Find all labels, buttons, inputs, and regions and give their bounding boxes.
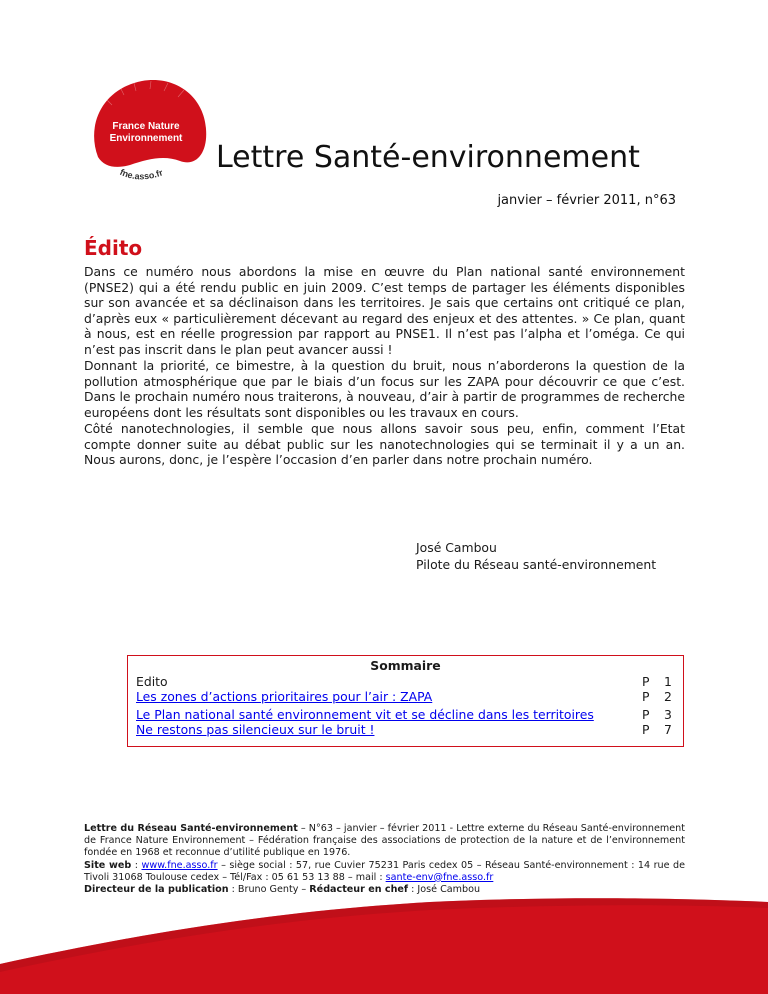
footer-lettre-text: – N°63 – janvier – février 2011 - Lettre externe du Réseau Santé-environnement de France Nature Environnement – Fédération française des associations de protection de la nature et de l’environnement fondée en 1968 et reconnue d’utilité publique en 1976.: [84, 823, 685, 859]
edito-paragraph: Donnant la priorité, ce bimestre, à la question du bruit, nous n’aborderons la question de la pollution atmosphérique que par le biais d’un focus sur les ZAPA pour découvrir ce que c’est. Dans le prochain numéro nous traiterons, à nouveau, d’air à partir de programmes de recherche européens dont les résultats sont disponibles ou les travaux en cours.: [84, 358, 685, 420]
footer-editor-label: Rédacteur en chef: [309, 884, 409, 896]
edito-heading: Édito: [84, 236, 143, 260]
logo-url: fne.asso.fr: [118, 166, 165, 182]
footer-site-text: – siège social : 57, rue Cuvier 75231 Paris cedex 05 – Réseau Santé-environnement : 14 rue de Tivoli 31068 Toulouse cedex – Tél/Fax : 05 61 53 13 88 – mail :: [84, 859, 685, 883]
svg-text:fne.asso.fr: [118, 167, 164, 182]
summary-title: Sommaire: [370, 658, 441, 673]
summary-box: [127, 655, 684, 747]
summary-row[interactable]: [136, 707, 675, 722]
decorative-bottom-band: [0, 868, 768, 994]
footer-director-label: Directeur de la publication: [84, 884, 229, 896]
edito-paragraph: Côté nanotechnologies, il semble que nous allons savoir sous peu, enfin, comment l’Etat compte donner suite au débat public sur les nanotechnologies qui se terminait il y a un an. Nous aurons, donc, je l’espère l’occasion d’en parler dans notre prochain numéro.: [84, 421, 685, 468]
footer-mail-link[interactable]: sante-env@fne.asso.fr: [385, 871, 494, 883]
signature: [416, 539, 656, 573]
footer-site-label: Site web: [84, 859, 132, 871]
fne-logo: [84, 75, 208, 199]
summary-page-prefix: P: [642, 722, 650, 737]
summary-link-pnse[interactable]: Le Plan national santé environnement vit et se décline dans les territoires: [136, 707, 594, 722]
summary-page-number: 1: [664, 674, 672, 689]
summary-page-prefix: P: [642, 707, 650, 722]
logo-line2: Environnement: [109, 133, 183, 144]
footer-lettre-label: Lettre du Réseau Santé-environnement: [84, 823, 298, 834]
summary-link-zapa[interactable]: Les zones d’actions prioritaires pour l’air : ZAPA: [136, 689, 433, 704]
edito-paragraph: Dans ce numéro nous abordons la mise en œuvre du Plan national santé environnement (PNSE2) qui a été rendu public en juin 2009. C’est temps de partager les éléments disponibles sur son avancée et sa déclinaison dans les territoires. Je sais que certains ont critiqué ce plan, d’après eux « particulièrement décevant au regard des enjeux et des attentes. » Ce plan, quant à nous, est en réelle progression par rapport au PNSE1. Il n’est pas l’alpha et l’oméga. Ce qui n’est pas inscrit dans le plan peut avancer aussi !: [84, 264, 685, 357]
footer-director-text: : Bruno Genty –: [228, 884, 310, 896]
footer-editor-text: : José Cambou: [408, 884, 481, 896]
page-title: Lettre Santé-environnement: [216, 140, 640, 175]
summary-page-number: 7: [664, 722, 672, 737]
summary-row[interactable]: [136, 722, 675, 737]
logo-line1: France Nature: [112, 121, 180, 132]
summary-page-number: 2: [664, 689, 672, 704]
summary-link-bruit[interactable]: Ne restons pas silencieux sur le bruit !: [136, 722, 375, 737]
signature-role: Pilote du Réseau santé-environnement: [416, 557, 657, 572]
summary-row: [136, 674, 675, 689]
signature-name: José Cambou: [416, 540, 497, 555]
summary-page-prefix: P: [642, 689, 650, 704]
summary-item-label: Edito: [136, 674, 168, 689]
footer-site-link[interactable]: www.fne.asso.fr: [141, 859, 218, 871]
summary-row[interactable]: [136, 689, 675, 704]
footer-site-sep: :: [131, 859, 142, 871]
summary-page-prefix: P: [642, 674, 650, 689]
summary-page-number: 3: [664, 707, 672, 722]
issue-date: janvier – février 2011, n°63: [497, 193, 676, 208]
